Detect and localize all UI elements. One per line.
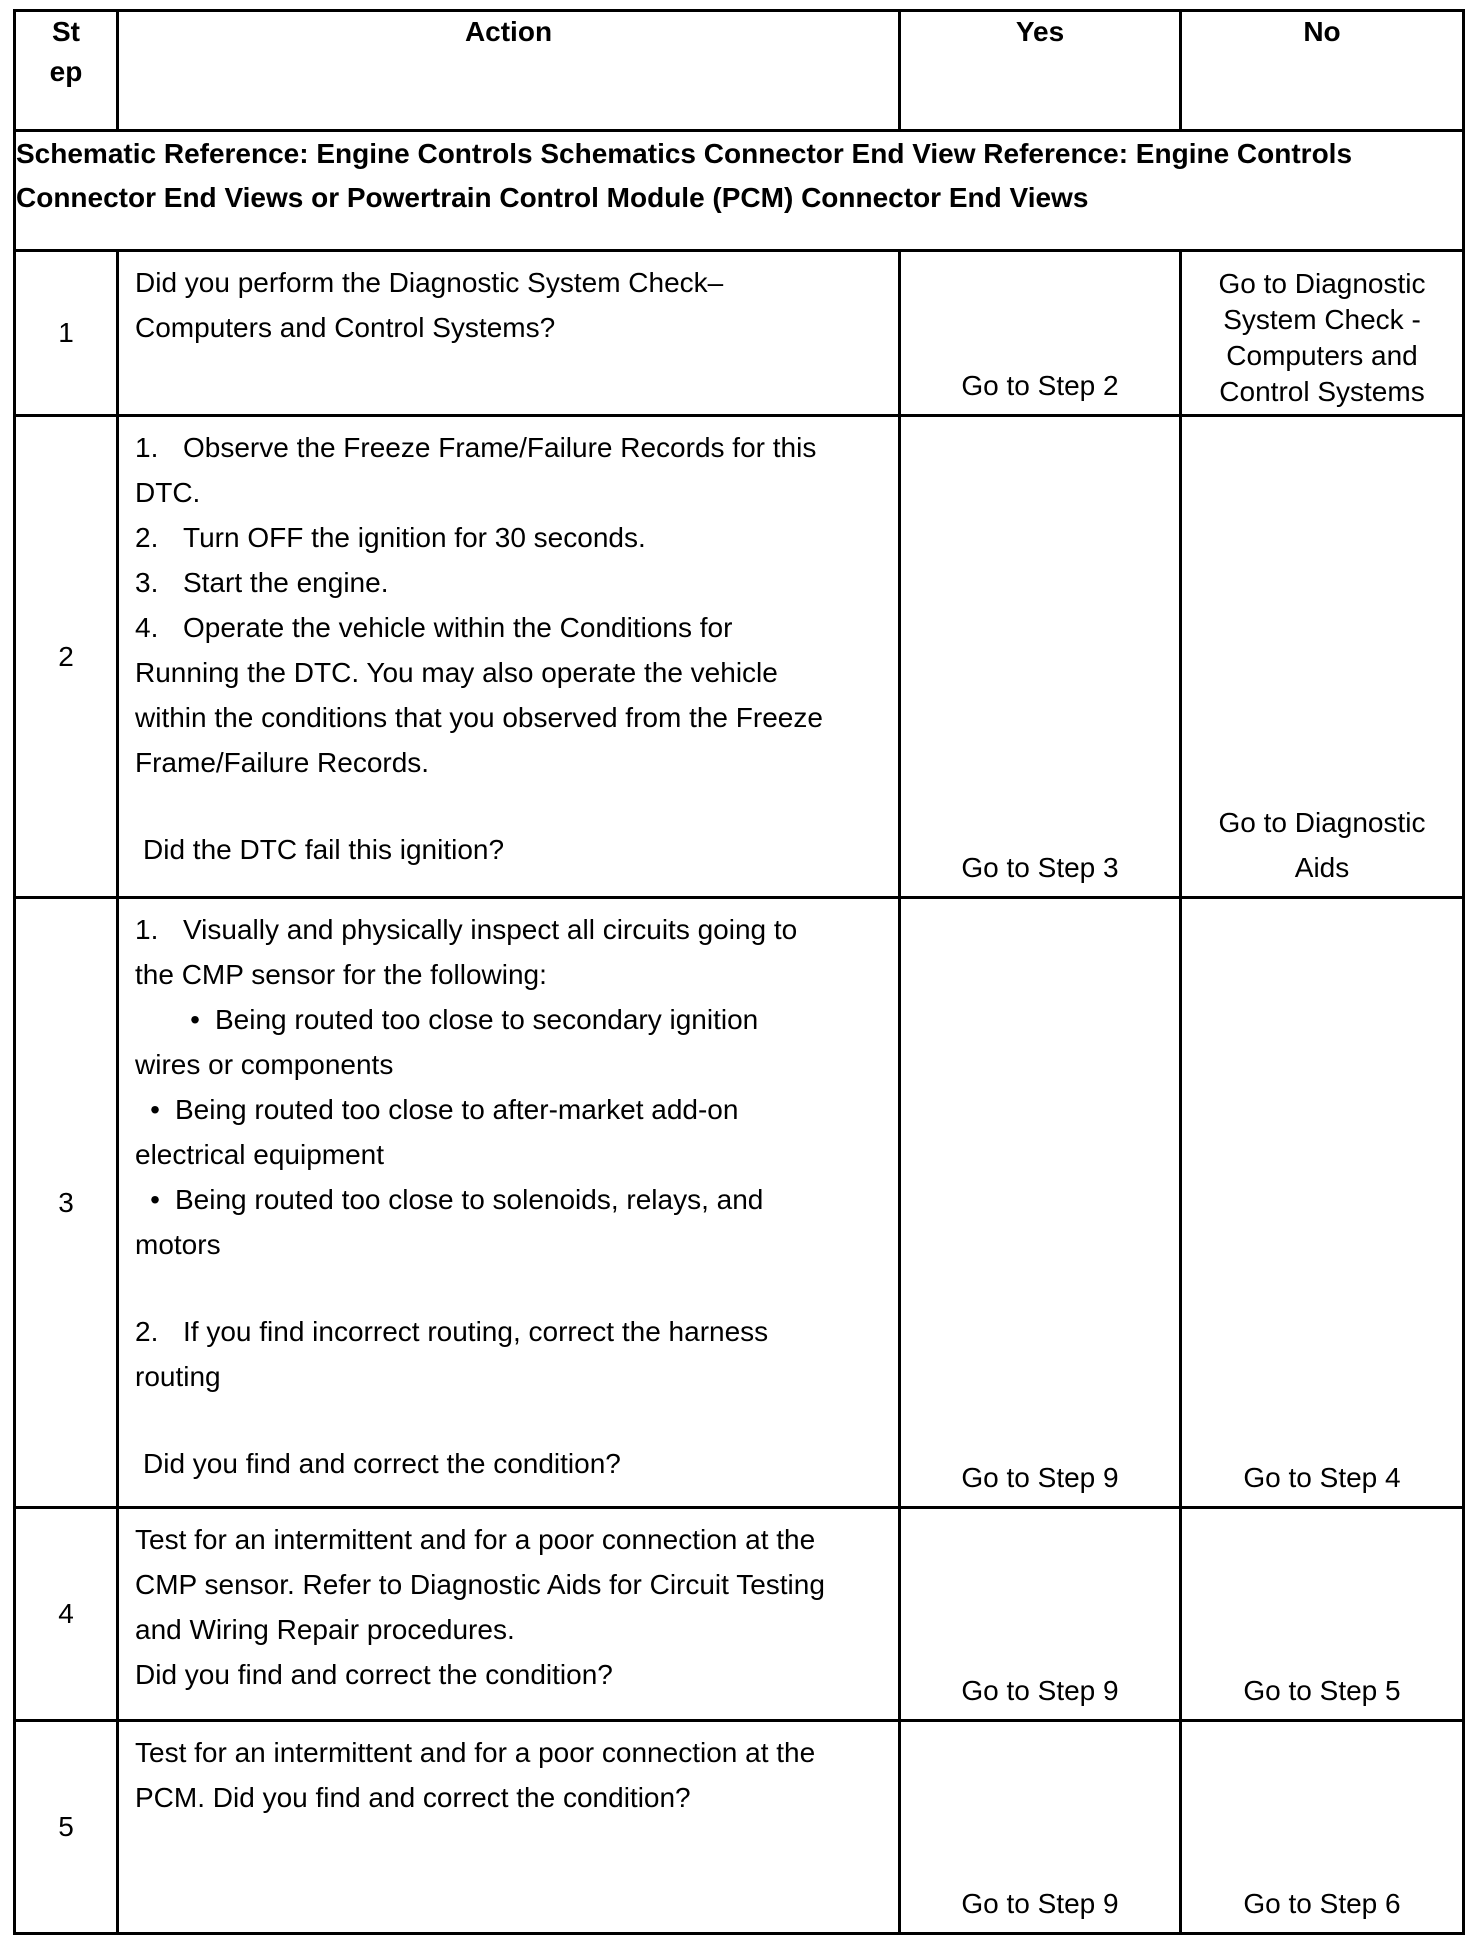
action-line: and Wiring Repair procedures. — [135, 1613, 515, 1645]
no-cell — [1181, 250, 1464, 415]
yes-cell: Go to Step 3 — [900, 416, 1181, 898]
action-line: Observe the Freeze Frame/Failure Records for this — [183, 432, 817, 464]
item-number: 2. — [135, 522, 159, 554]
action-question: Did you find and correct the condition? — [143, 1448, 621, 1480]
action-line: Being routed too close to secondary ignition — [215, 1004, 759, 1036]
table-row — [15, 416, 1464, 898]
action-line: Computers and Control Systems? — [135, 311, 556, 343]
no-line: System Check - — [1223, 304, 1421, 336]
schematic-reference — [15, 130, 1464, 250]
header-yes: Yes — [900, 11, 1181, 131]
action-line: Frame/Failure Records. — [135, 747, 430, 779]
no-line: Control Systems — [1219, 376, 1425, 408]
action-question: Did the DTC fail this ignition? — [143, 834, 505, 866]
action-line: Did you perform the Diagnostic System Check– — [135, 266, 724, 298]
reference-line2: Connector End Views or Powertrain Control Module (PCM) Connector End Views — [16, 181, 1089, 213]
action-line: PCM. Did you find and correct the condition? — [135, 1781, 691, 1813]
yes-cell: Go to Step 9 — [900, 898, 1181, 1507]
header-no: No — [1181, 11, 1464, 131]
action-line: CMP sensor. Refer to Diagnostic Aids for Circuit Testing — [135, 1568, 825, 1600]
no-line: Go to Diagnostic — [1218, 268, 1426, 300]
action-line: the CMP sensor for the following: — [135, 959, 547, 991]
step-number: 3 — [15, 898, 118, 1507]
action-line: Running the DTC. You may also operate the vehicle — [135, 657, 778, 689]
table-row — [15, 898, 1464, 1507]
action-line: DTC. — [135, 477, 201, 509]
no-line: Aids — [1294, 852, 1350, 884]
action-line: motors — [135, 1229, 221, 1261]
item-number: 2. — [135, 1316, 159, 1348]
step-number: 4 — [15, 1507, 118, 1720]
action-line: Being routed too close to solenoids, relays, and — [175, 1184, 764, 1216]
step-number: 5 — [15, 1720, 118, 1933]
yes-cell: Go to Step 2 — [900, 250, 1181, 415]
table-row — [15, 250, 1464, 415]
diagnostic-table — [13, 9, 1465, 1935]
item-number: 1. — [135, 432, 159, 464]
step-action — [118, 1720, 900, 1933]
no-line: Computers and — [1226, 340, 1418, 372]
item-number: 3. — [135, 567, 159, 599]
step-action — [118, 1507, 900, 1720]
step-action — [118, 898, 900, 1507]
no-cell — [1181, 416, 1464, 898]
no-line: Go to Diagnostic — [1218, 807, 1426, 839]
action-line: routing — [135, 1361, 221, 1393]
item-number: 1. — [135, 914, 159, 946]
yes-cell: Go to Step 9 — [900, 1507, 1181, 1720]
step-action — [118, 416, 900, 898]
action-line: Turn OFF the ignition for 30 seconds. — [183, 522, 646, 554]
action-line: electrical equipment — [135, 1139, 385, 1171]
header-step-line1: St — [52, 16, 80, 47]
step-number: 1 — [15, 250, 118, 415]
reference-line1: Schematic Reference: Engine Controls Schematics Connector End View Reference: Engine Controls — [16, 137, 1353, 169]
action-line: Start the engine. — [183, 567, 389, 599]
table-row — [15, 1720, 1464, 1933]
step-action — [118, 250, 900, 415]
no-cell: Go to Step 6 — [1181, 1720, 1464, 1933]
action-line: within the conditions that you observed from the Freeze — [135, 702, 823, 734]
schematic-reference-row — [15, 130, 1464, 250]
bullet-icon: • — [190, 1004, 200, 1036]
action-line: Did you find and correct the condition? — [135, 1658, 613, 1690]
step-number: 2 — [15, 416, 118, 898]
header-action: Action — [118, 11, 900, 131]
action-line: Being routed too close to after-market add-on — [175, 1094, 739, 1126]
action-line: Test for an intermittent and for a poor connection at the — [135, 1736, 816, 1768]
action-line: Test for an intermittent and for a poor connection at the — [135, 1523, 816, 1555]
table-row — [15, 1507, 1464, 1720]
no-cell: Go to Step 5 — [1181, 1507, 1464, 1720]
header-step-line2: ep — [49, 56, 83, 87]
action-line: wires or components — [135, 1049, 394, 1081]
action-line: If you find incorrect routing, correct the harness — [183, 1316, 769, 1348]
bullet-icon: • — [150, 1094, 160, 1126]
yes-cell: Go to Step 9 — [900, 1720, 1181, 1933]
table-header-row — [15, 11, 1464, 131]
bullet-icon: • — [150, 1184, 160, 1216]
action-line: Operate the vehicle within the Conditions for — [183, 612, 733, 644]
header-step — [15, 11, 118, 131]
item-number: 4. — [135, 612, 159, 644]
no-cell: Go to Step 4 — [1181, 898, 1464, 1507]
action-line: Visually and physically inspect all circuits going to — [183, 914, 798, 946]
